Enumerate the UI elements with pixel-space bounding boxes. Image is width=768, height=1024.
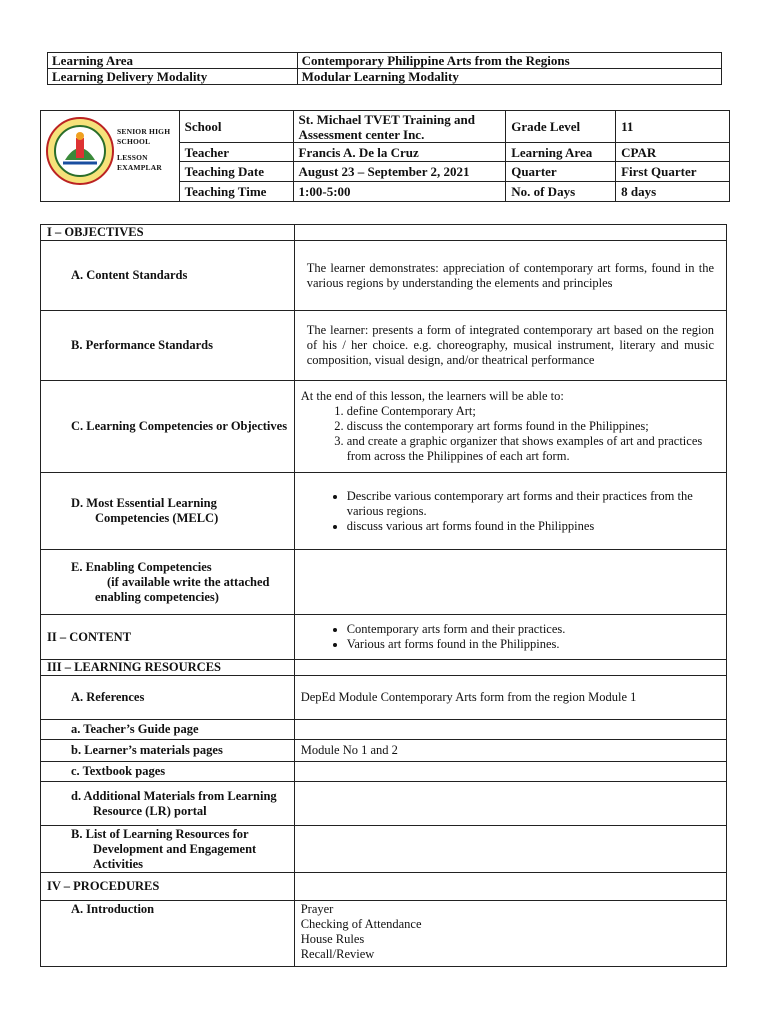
performance-standards-label: B. Performance Standards: [41, 311, 295, 381]
logo-text-lesson: LESSON: [117, 153, 148, 162]
list-item: • discuss various art forms found in the Philippines: [347, 519, 720, 534]
content-cell: [294, 615, 726, 660]
teacher-label: Teacher: [179, 143, 293, 162]
table-row: [41, 676, 727, 720]
table-row: [41, 782, 727, 826]
list-item: 2. discuss the contemporary art forms found in the Philippines;: [347, 419, 720, 434]
table-row: [41, 901, 727, 967]
teacher-value: Francis A. De la Cruz: [293, 143, 506, 162]
learning-competencies-cell: [294, 381, 726, 473]
learning-area-code-label: Learning Area: [506, 143, 616, 162]
teaching-time-label: Teaching Time: [179, 182, 293, 202]
performance-standards-text: The learner: presents a form of integrated contemporary art based on the region of his / her choice. e.g. choreography, musical instrument, literary and music composition, visual design, and/or theatrical performance: [294, 311, 726, 381]
list-item: Prayer: [300, 902, 334, 916]
enabling-competencies-label: E. Enabling Competencies (if available write the attached enabling competencies): [41, 550, 295, 615]
grade-level-label: Grade Level: [506, 111, 616, 143]
resources-heading: III – LEARNING RESOURCES: [41, 660, 295, 676]
table-row: [41, 660, 727, 676]
list-item: • Contemporary arts form and their practices.: [347, 622, 720, 637]
learning-area-label: Learning Area: [48, 53, 298, 69]
table-row: [41, 615, 727, 660]
school-logo-cell: [41, 111, 180, 202]
table-row: [41, 241, 727, 311]
table-row: [41, 826, 727, 873]
logo-text-senior-high: SENIOR HIGH: [117, 127, 171, 136]
list-item: Recall/Review: [300, 947, 375, 961]
lesson-plan-table: [40, 224, 727, 967]
introduction-label: A. Introduction: [41, 901, 295, 967]
learning-area-table: [47, 52, 722, 85]
references-text: DepEd Module Contemporary Arts form from the region Module 1: [294, 676, 726, 720]
list-item: • Describe various contemporary art forms and their practices from the various regions.: [347, 489, 720, 519]
school-seal-icon: [45, 116, 115, 186]
table-row: [41, 873, 727, 901]
table-row: [41, 762, 727, 782]
additional-materials-label: d. Additional Materials from Learning Resource (LR) portal: [41, 782, 295, 826]
content-standards-text: The learner demonstrates: appreciation of contemporary art forms, found in the various regions by understanding the elements and principles: [294, 241, 726, 311]
quarter-value: First Quarter: [616, 162, 730, 182]
table-row: [41, 111, 730, 143]
content-standards-label: A. Content Standards: [41, 241, 295, 311]
objectives-heading: I – OBJECTIVES: [41, 225, 295, 241]
list-item: 3. and create a graphic organizer that shows examples of art and practices from across the Philippines of each art form.: [347, 434, 720, 464]
table-row: [41, 311, 727, 381]
learners-materials-label: b. Learner’s materials pages: [41, 740, 295, 762]
grade-level-value: 11: [616, 111, 730, 143]
melc-list: [301, 489, 720, 534]
content-heading: II – CONTENT: [41, 615, 295, 660]
quarter-label: Quarter: [506, 162, 616, 182]
list-of-resources-label: B. List of Learning Resources for Development and Engagement Activities: [41, 826, 295, 873]
references-label: A. References: [41, 676, 295, 720]
days-value: 8 days: [616, 182, 730, 202]
melc-cell: [294, 473, 726, 550]
delivery-modality-label: Learning Delivery Modality: [48, 69, 298, 85]
table-row: [41, 381, 727, 473]
school-value: St. Michael TVET Training and Assessment center Inc.: [293, 111, 506, 143]
introduction-cell: [294, 901, 726, 967]
logo-text-school: SCHOOL: [117, 137, 151, 146]
learners-materials-value: Module No 1 and 2: [294, 740, 726, 762]
table-row: [41, 550, 727, 615]
table-row: [41, 473, 727, 550]
table-row: [41, 720, 727, 740]
teaching-date-value: August 23 – September 2, 2021: [293, 162, 506, 182]
teaching-time-value: 1:00-5:00: [293, 182, 506, 202]
competencies-intro: At the end of this lesson, the learners will be able to:: [300, 389, 564, 403]
lesson-header-table: [40, 110, 730, 202]
melc-label: D. Most Essential Learning Competencies (MELC): [41, 473, 295, 550]
list-item: Checking of Attendance: [300, 917, 422, 931]
learning-area-code-value: CPAR: [616, 143, 730, 162]
teachers-guide-label: a. Teacher’s Guide page: [41, 720, 295, 740]
content-list: [301, 622, 720, 652]
table-row: [48, 53, 722, 69]
table-row: [41, 225, 727, 241]
table-row: [48, 69, 722, 85]
delivery-modality-value: Modular Learning Modality: [297, 69, 721, 85]
days-label: No. of Days: [506, 182, 616, 202]
list-item: 1. define Contemporary Art;: [347, 404, 720, 419]
list-item: • Various art forms found in the Philippines.: [347, 637, 720, 652]
logo-text-examplar: EXAMPLAR: [117, 163, 162, 172]
school-label: School: [179, 111, 293, 143]
list-item: House Rules: [300, 932, 365, 946]
learning-competencies-label: C. Learning Competencies or Objectives: [41, 381, 295, 473]
competencies-list: [301, 404, 720, 464]
table-row: [41, 740, 727, 762]
textbook-pages-label: c. Textbook pages: [41, 762, 295, 782]
teaching-date-label: Teaching Date: [179, 162, 293, 182]
procedures-heading: IV – PROCEDURES: [41, 873, 295, 901]
learning-area-value: Contemporary Philippine Arts from the Regions: [297, 53, 721, 69]
